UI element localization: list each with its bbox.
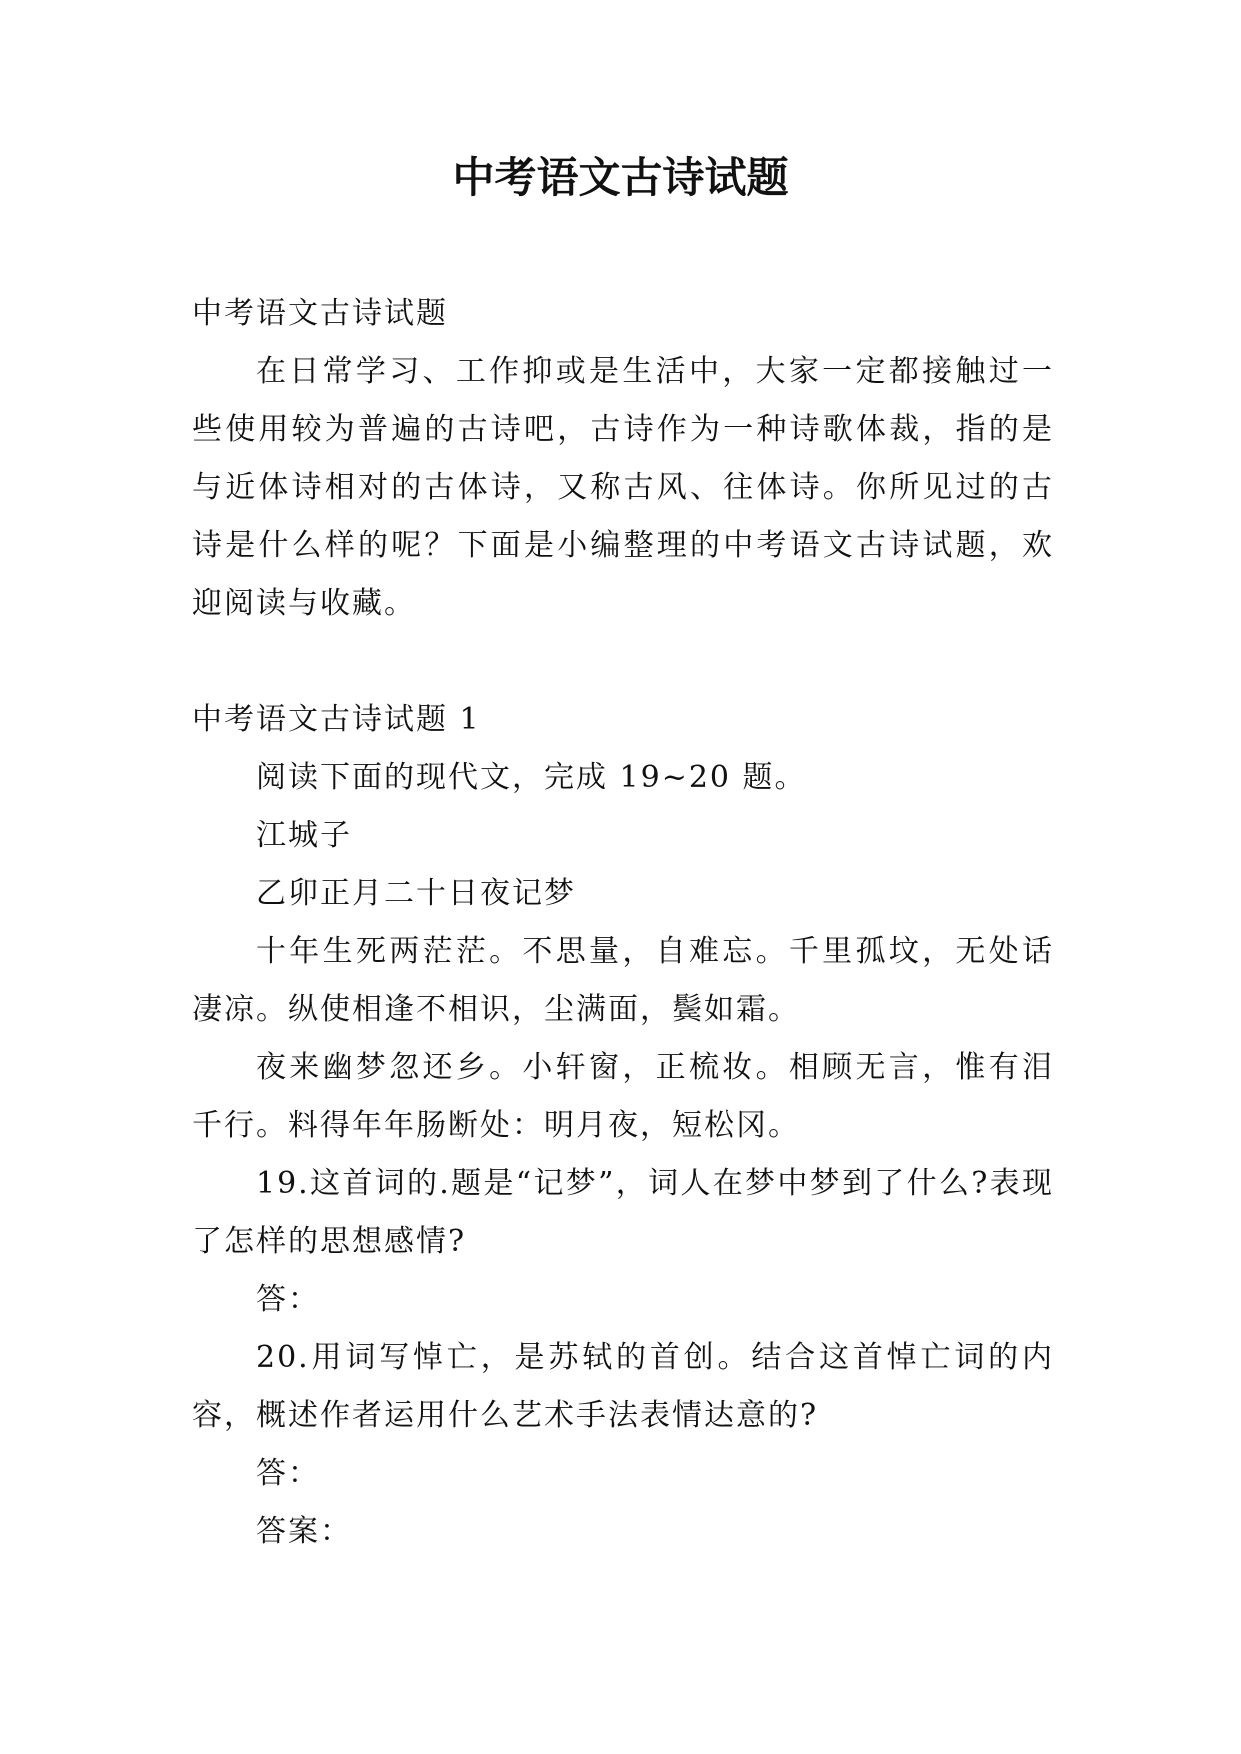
answer-key-label: 答案：: [256, 1514, 352, 1549]
document-title: 中考语文古诗试题: [452, 153, 789, 202]
intro-paragraph: 在日常学习、工作抑或是生活中，大家一定都接触过一些使用较为普遍的古诗吧，古诗作为一种诗歌体裁，指的是与近体诗相对的古体诗，又称古风、往体诗。你所见过的古诗是什么样的呢？下面是小编整理的中考语文古诗试题，欢迎阅读与收藏。: [192, 354, 1054, 621]
question-20: 20.用词写悼亡，是苏轼的首创。结合这首悼亡词的内容，概述作者运用什么艺术手法表情达意的?: [192, 1340, 1054, 1433]
answer-label-20: 答：: [256, 1456, 320, 1491]
poem-title: 江城子: [256, 818, 352, 853]
paragraph-spacer: [192, 633, 1054, 691]
article-heading: 中考语文古诗试题: [192, 296, 448, 331]
reading-instruction: 阅读下面的现代文，完成 19~20 题。: [256, 760, 807, 795]
poem-subtitle: 乙卯正月二十日夜记梦: [256, 876, 576, 911]
question-19: 19.这首词的.题是“记梦”，词人在梦中梦到了什么?表现了怎样的思想感情?: [192, 1166, 1054, 1259]
answer-label-19: 答：: [256, 1282, 320, 1317]
poem-stanza-1: 十年生死两茫茫。不思量，自难忘。千里孤坟，无处话凄凉。纵使相逢不相识，尘满面，鬓如霜。: [192, 934, 1054, 1027]
poem-stanza-2: 夜来幽梦忽还乡。小轩窗，正梳妆。相顾无言，惟有泪千行。料得年年肠断处：明月夜，短松冈。: [192, 1050, 1054, 1143]
document-body: [192, 285, 1054, 1561]
section-title: 中考语文古诗试题 1: [192, 702, 481, 737]
